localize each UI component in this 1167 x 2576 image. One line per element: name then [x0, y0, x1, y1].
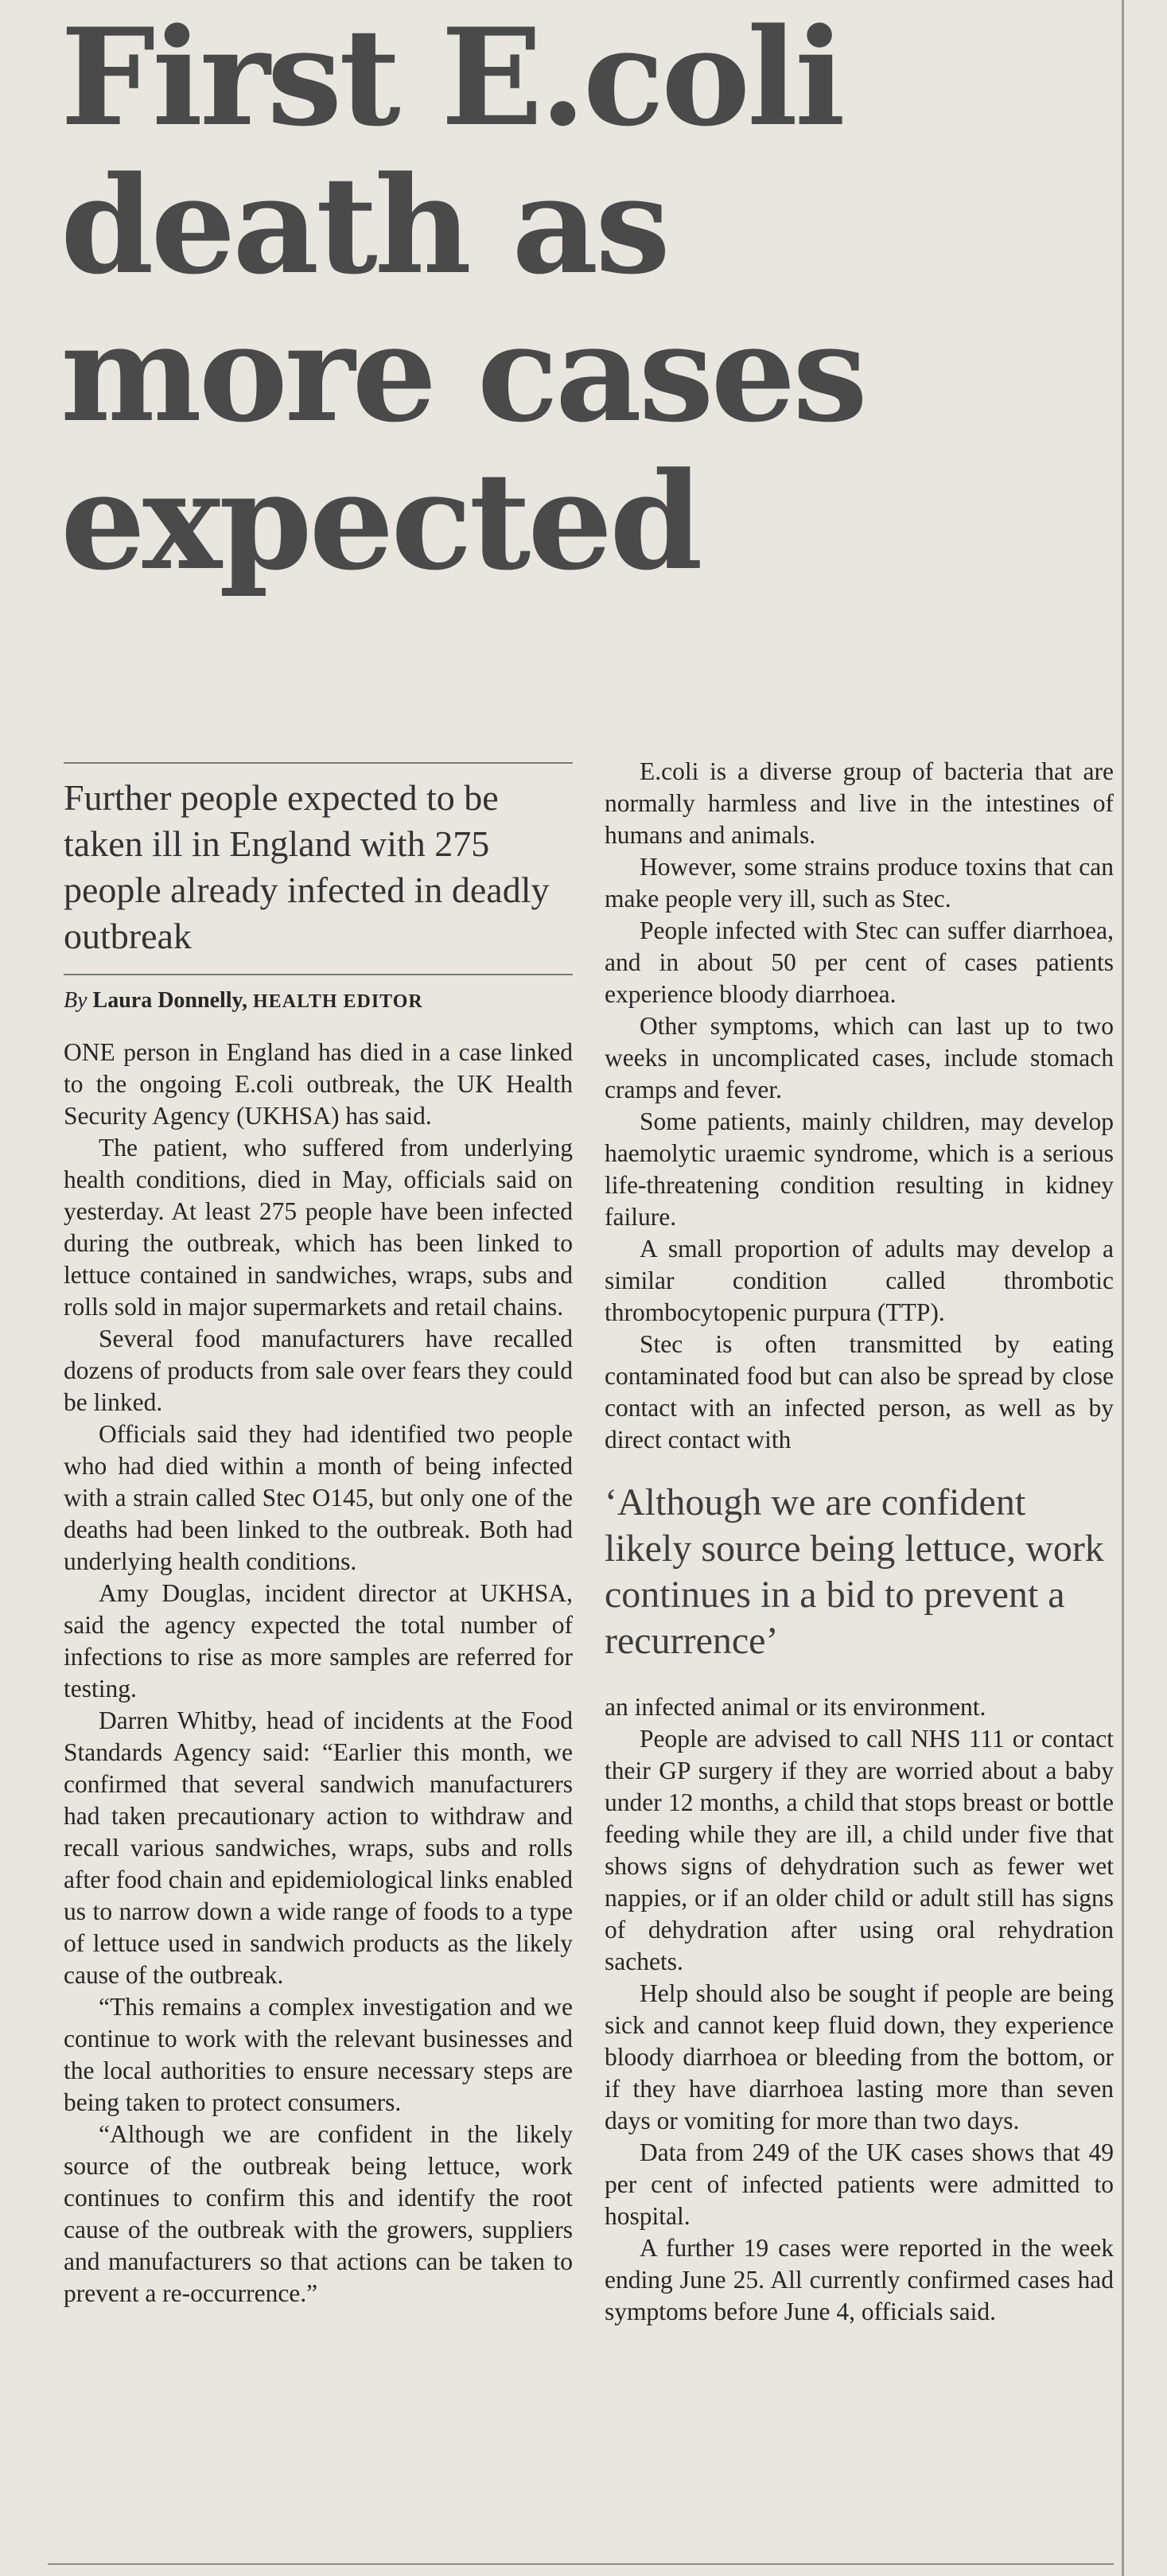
byline-author: Laura Donnelly,: [92, 988, 248, 1013]
left-column: [64, 762, 573, 2309]
standfirst: Further people expected to be taken ill in England with 275 people already infected in deadly outbreak: [64, 777, 550, 956]
byline: [64, 986, 573, 1016]
body-paragraph: E.coli is a diverse group of bacteria that are normally harmless and live in the intestines of humans and animals.: [605, 757, 1114, 849]
body-paragraph: A small proportion of adults may develop a similar condition called thrombotic thrombocytopenic purpura (TTP).: [605, 1235, 1114, 1326]
body-paragraph: Help should also be sought if people are being sick and cannot keep fluid down, they experience bloody diarrhoea or bleeding from the bottom, or if they have diarrhoea lasting more than seven days or vomiting for more than two days.: [605, 1979, 1114, 2134]
body-paragraph: Some patients, mainly children, may develop haemolytic uraemic syndrome, which is a serious life-threatening condition resulting in kidney failure.: [605, 1107, 1114, 1231]
body-paragraph: Amy Douglas, incident director at UKHSA, said the agency expected the total number of infections to rise as more samples are referred for testing.: [64, 1579, 573, 1702]
right-body-text-bottom: [605, 1691, 1114, 2328]
body-paragraph: People infected with Stec can suffer diarrhoea, and in about 50 per cent of cases patients experience bloody diarrhoea.: [605, 916, 1114, 1008]
body-paragraph: Data from 249 of the UK cases shows that 49 per cent of infected patients were admitted to hospital.: [605, 2138, 1114, 2230]
body-paragraph: People are advised to call NHS 111 or contact their GP surgery if they are worried about a baby under 12 months, a child that stops breast or bottle feeding while they are ill, a child under five that shows signs of dehydration such as fewer wet nappies, or if an older child or adult still has signs of dehydration after using oral rehydration sachets.: [605, 1725, 1114, 1975]
body-paragraph: Several food manufacturers have recalled dozens of products from sale over fears they could be linked.: [64, 1325, 573, 1416]
body-paragraph: Other symptoms, which can last up to two weeks in uncomplicated cases, include stomach cramps and fever.: [605, 1012, 1114, 1103]
pull-quote: ‘Although we are confident likely source being lettuce, work continues in a bid to prevent a recurrence’: [605, 1481, 1104, 1662]
bottom-rule: [48, 2563, 1114, 2565]
body-paragraph: an infected animal or its environment.: [605, 1693, 986, 1721]
left-body-text: [64, 1037, 573, 2309]
byline-role: HEALTH EDITOR: [253, 991, 423, 1012]
body-paragraph: Stec is often transmitted by eating contaminated food but can also be spread by close contact with an infected person, as well as by direct contact with: [605, 1330, 1114, 1453]
byline-by: By: [64, 988, 88, 1013]
body-paragraph: Officials said they had identified two people who had died within a month of being infected with a strain called Stec O145, but only one of the deaths had been linked to the outbreak. Both had underlying health conditions.: [64, 1420, 573, 1575]
body-paragraph: “Although we are confident in the likely source of the outbreak being lettuce, work continues to confirm this and identify the root cause of the outbreak with the growers, suppliers and manufacturers so that actions can be taken to prevent a re-occurrence.”: [64, 2120, 573, 2307]
body-paragraph: However, some strains produce toxins that can make people very ill, such as Stec.: [605, 853, 1114, 912]
byline-rule: [64, 974, 573, 975]
body-paragraph: A further 19 cases were reported in the week ending June 25. All currently confirmed cases had symptoms before June 4, officials said.: [605, 2234, 1114, 2325]
body-paragraph: ONE person in England has died in a case linked to the ongoing E.coli outbreak, the UK Health Security Agency (UKHSA) has said.: [64, 1038, 573, 1130]
body-paragraph: Darren Whitby, head of incidents at the Food Standards Agency said: “Earlier this month, we confirmed that several sandwich manufacturers had taken precautionary action to withdraw and recall various sandwiches, wraps, subs and rolls after food chain and epidemiological links enabled us to narrow down a wide range of foods to a type of lettuce used in sandwich products as the likely cause of the outbreak.: [64, 1706, 573, 1989]
column-divider-rule: [1122, 0, 1124, 2576]
body-paragraph: The patient, who suffered from underlying health conditions, died in May, officials said on yesterday. At least 275 people have been infected during the outbreak, which has been linked to lettuce contained in sandwiches, wraps, subs and rolls sold in major supermarkets and retail chains.: [64, 1134, 573, 1321]
headline: First E.coli death as more cases expected: [60, 0, 865, 600]
standfirst-top-rule: [64, 762, 573, 764]
right-column: [605, 756, 1114, 2328]
body-paragraph: “This remains a complex investigation and we continue to work with the relevant businesses and the local authorities to ensure necessary steps are being taken to protect consumers.: [64, 1993, 573, 2116]
right-body-text-top: [605, 756, 1114, 1456]
